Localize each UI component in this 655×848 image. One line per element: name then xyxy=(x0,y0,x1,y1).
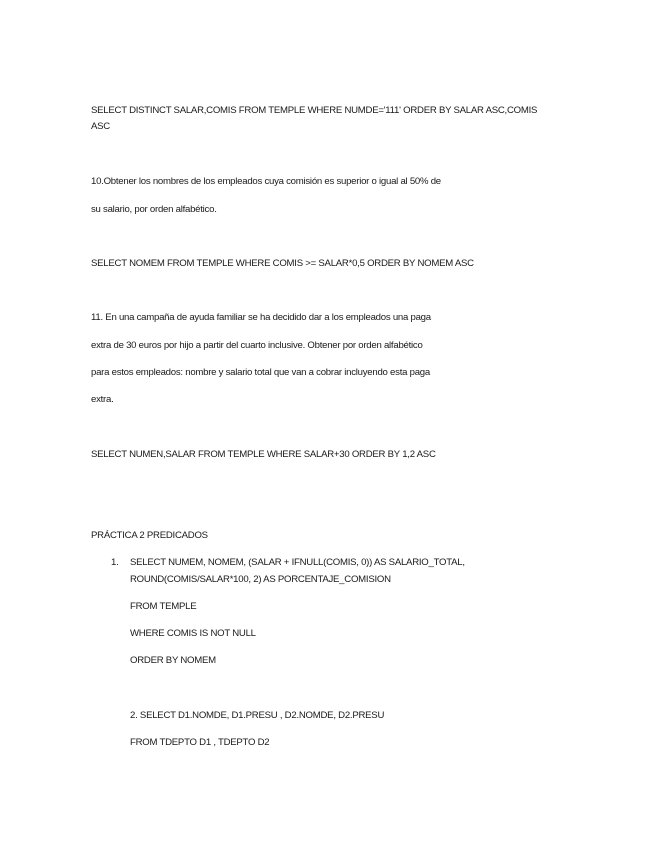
question-11-sql: SELECT NUMEN,SALAR FROM TEMPLE WHERE SALAR+30 ORDER BY 1,2 ASC xyxy=(91,449,436,460)
question-10-sql: SELECT NOMEM FROM TEMPLE WHERE COMIS >= SALAR*0,5 ORDER BY NOMEM ASC xyxy=(91,258,474,269)
practice-2-sql-line-1: 2. SELECT D1.NOMDE, D1.PRESU , D2.NOMDE, D2.PRESU xyxy=(130,710,385,721)
practice-1-order: ORDER BY NOMEM xyxy=(130,655,216,666)
practice-1-sql-line-2: ROUND(COMIS/SALAR*100, 2) AS PORCENTAJE_COMISION xyxy=(130,574,391,585)
question-11-line-1: 11. En una campaña de ayuda familiar se ha decidido dar a los empleados una paga xyxy=(91,312,431,323)
practice-1-where: WHERE COMIS IS NOT NULL xyxy=(130,628,256,639)
question-10-line-2: su salario, por orden alfabético. xyxy=(91,204,217,215)
practice-2-from: FROM TDEPTO D1 , TDEPTO D2 xyxy=(130,737,270,748)
question-11-line-2: extra de 30 euros por hijo a partir del cuarto inclusive. Obtener por orden alfabético xyxy=(91,340,423,351)
practice-1-number: 1. xyxy=(111,557,119,568)
question-11-line-3: para estos empleados: nombre y salario total que van a cobrar incluyendo esta paga xyxy=(91,367,430,378)
question-11-line-4: extra. xyxy=(91,394,114,405)
previous-query-sql-line-1: SELECT DISTINCT SALAR,COMIS FROM TEMPLE WHERE NUMDE='111' ORDER BY SALAR ASC,COMIS xyxy=(91,105,538,116)
practice-1-sql-line-1: SELECT NUMEM, NOMEM, (SALAR + IFNULL(COMIS, 0)) AS SALARIO_TOTAL, xyxy=(130,557,465,568)
section-title: PRÁCTICA 2 PREDICADOS xyxy=(91,530,208,541)
previous-query-sql-line-2: ASC xyxy=(91,121,110,132)
question-10-line-1: 10.Obtener los nombres de los empleados cuya comisión es superior o igual al 50% de xyxy=(91,176,441,187)
practice-1-from: FROM TEMPLE xyxy=(130,601,197,612)
